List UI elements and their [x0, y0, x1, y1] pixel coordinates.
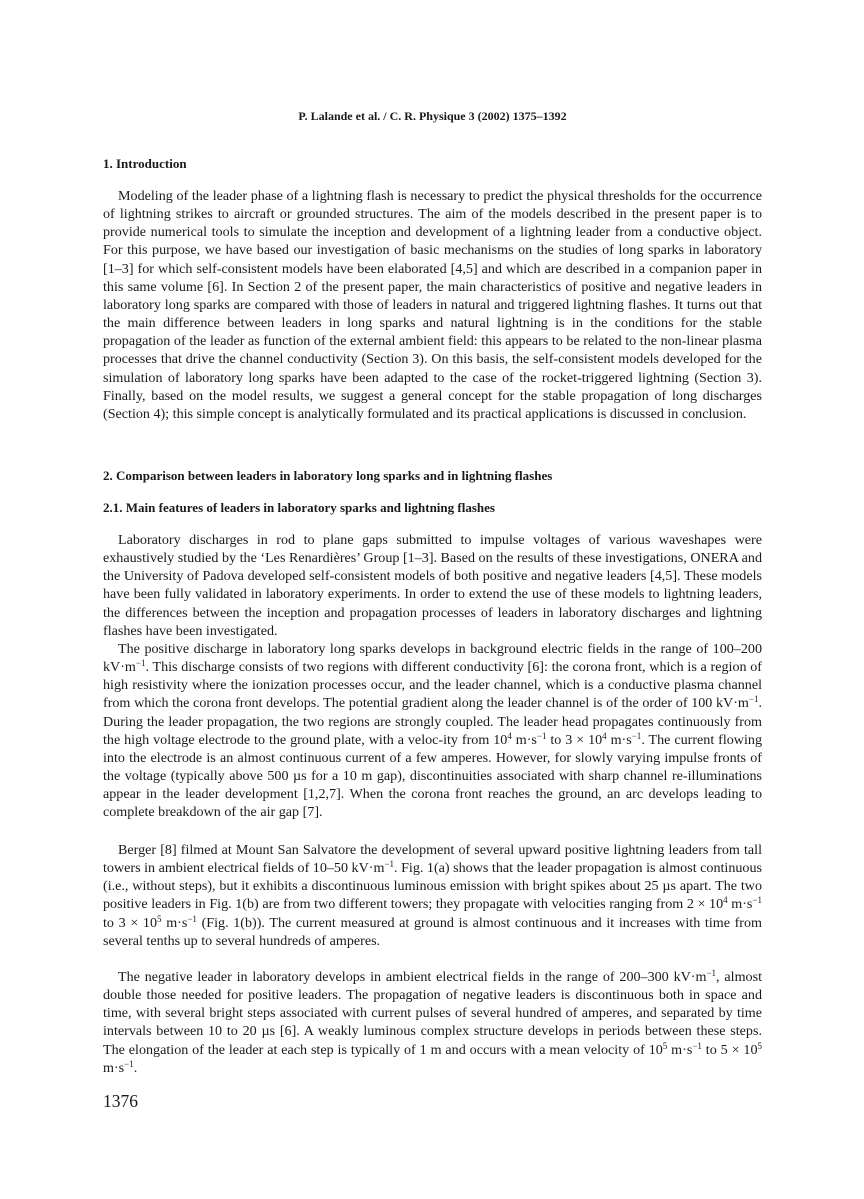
paragraph-laboratory-discharges: [103, 531, 762, 640]
superscript: 4: [602, 730, 607, 741]
superscript: 5: [662, 1040, 668, 1051]
superscript: −1: [187, 913, 197, 924]
text-run: The negative leader in laboratory develops in ambient electrical fields in the range of 200–300 kV·m: [118, 969, 707, 985]
paragraph-positive-discharge: [103, 640, 762, 822]
page-number: 1376: [103, 1091, 138, 1111]
section-heading-comparison: 2. Comparison between leaders in laboratory long sparks and in lightning flashes: [103, 468, 553, 483]
superscript: −1: [752, 895, 762, 906]
superscript: −1: [135, 658, 146, 669]
superscript: −1: [536, 730, 547, 741]
text-run: Laboratory discharges in rod to plane gaps submitted to impulse voltages of various waveshapes were exhaustively studied by the ‘Les Renardières’ Group [1–3]. Based on the results of these investigations, ONERA and the University of Padova developed self-consistent models of both positive and negative leaders [4,5]. These models have been fully validated in laboratory experiments. In order to extend the use of these models to lightning leaders, the differences between the inception and propagation processes of leaders in laboratory discharges and lightning flashes have been investigated.: [103, 532, 762, 639]
text-run: (Fig. 1(b)). The current measured at ground is almost continuous and it increases with time from several tenths up to several hundreds of amperes.: [103, 914, 763, 949]
paragraph-negative-leader: [103, 968, 762, 1077]
text-run: m·s: [103, 1059, 125, 1076]
text-run: . During the leader propagation, the two regions are strongly coupled. The leader head propagates continuously from the high voltage electrode to the ground plate, with a veloc-ity from 10: [103, 695, 762, 748]
paragraph-berger: [103, 841, 762, 950]
paragraph-introduction: [103, 187, 762, 423]
section-heading-introduction: 1. Introduction: [103, 156, 187, 171]
superscript: −1: [384, 859, 395, 870]
superscript: 5: [757, 1040, 762, 1051]
text-run: Berger [8] filmed at Mount San Salvatore the development of several upward positive lightning leaders from tall towers in ambient electrical fields of 10–50 kV·m: [103, 842, 762, 877]
superscript: −1: [124, 1058, 134, 1069]
superscript: −1: [692, 1040, 702, 1051]
subsection-heading-main-features: 2.1. Main features of leaders in laboratory sparks and lightning flashes: [103, 500, 495, 515]
text-run: m·s: [667, 1041, 693, 1058]
text-run: .: [133, 1059, 138, 1076]
text-run: m·s: [161, 914, 188, 931]
text-run: . The current flowing into the electrode is an almost continuous current of a few amperes. However, for slowly varying impulse fronts of the voltage (typically above 500 µs for a 10 m gap), discontinuities associated with sharp channel re-illuminations appear in the leader development [1,2,7]. When the corona front reaches the ground, an arc develops leading to complete breakdown of the air gap [7].: [103, 731, 762, 821]
running-header: P. Lalande et al. / C. R. Physique 3 (2002) 1375–1392: [298, 109, 567, 123]
superscript: −1: [706, 968, 717, 978]
text-run: , almost double those needed for positive leaders. The propagation of negative leaders is discontinuous both in space and time, with several bright steps associated with current pulses of several hundred of amperes, and separated by time intervals between 10 to 20 µs [6]. A weakly luminous complex structure develops in periods between these steps. The elongation of the leader at each step is typically of 1 m and occurs with a mean velocity of 10: [103, 969, 762, 1058]
superscript: 4: [507, 730, 512, 741]
text-run: to 3 × 10: [103, 914, 158, 931]
text-run: to 3 × 10: [546, 731, 603, 748]
superscript: 4: [723, 895, 728, 906]
superscript: 5: [157, 913, 162, 924]
text-run: to 5 × 10: [701, 1041, 758, 1058]
text-run: . Fig. 1(a) shows that the leader propagation is almost continuous (i.e., without steps), but it exhibits a discontinuous luminous emission with bright spikes about 25 µs apart. The two positive leaders in Fig. 1(b) are from two different towers; they propagate with velocities ranging from 2 × 10: [103, 860, 762, 913]
text-run: m·s: [727, 896, 753, 913]
text-run: . This discharge consists of two regions with different conductivity [6]: the corona front, which is a region of high resistivity where the ionization processes occur, and the leader channel, which is a conductive plasma channel from which the corona front develops. The potential gradient along the leader channel is of the order of 100 kV·m: [103, 659, 762, 712]
text-run: m·s: [606, 731, 632, 748]
text-run: Modeling of the leader phase of a lightning flash is necessary to predict the physical thresholds for the occurrence of lightning strikes to aircraft or grounded structures. The aim of the models described in the present paper is to provide numerical tools to simulate the inception and development of a lightning leader from a conductive object. For this purpose, we have based our investigation of basic mechanisms on the studies of long sparks in laboratory [1–3] for which self-consistent models have been elaborated [4,5] and which are described in a companion paper in this same volume [6]. In Section 2 of the present paper, the main characteristics of positive and negative leaders in laboratory long sparks are compared with those of leaders in natural and triggered lightning flashes. It turns out that the main difference between leaders in long sparks and natural lightning is in the conditions for the stable propagation of the leader as function of the external ambient field: this appears to be related to the non-linear plasma processes that drive the channel conductivity (Section 3). On this basis, the self-consistent models developed for the simulation of laboratory long sparks have been adapted to the case of the rocket-triggered lightning (Section 3). Finally, based on the model results, we suggest a general concept for the stable propagation of long discharges (Section 4); this simple concept is analytically formulated and its practical applications is discussed in conclusion.: [103, 188, 762, 422]
text-run: The positive discharge in laboratory long sparks develops in background electric fields in the range of 100–200 kV·m: [103, 641, 762, 676]
text-run: m·s: [511, 731, 537, 748]
superscript: −1: [631, 730, 642, 741]
superscript: −1: [748, 694, 759, 705]
